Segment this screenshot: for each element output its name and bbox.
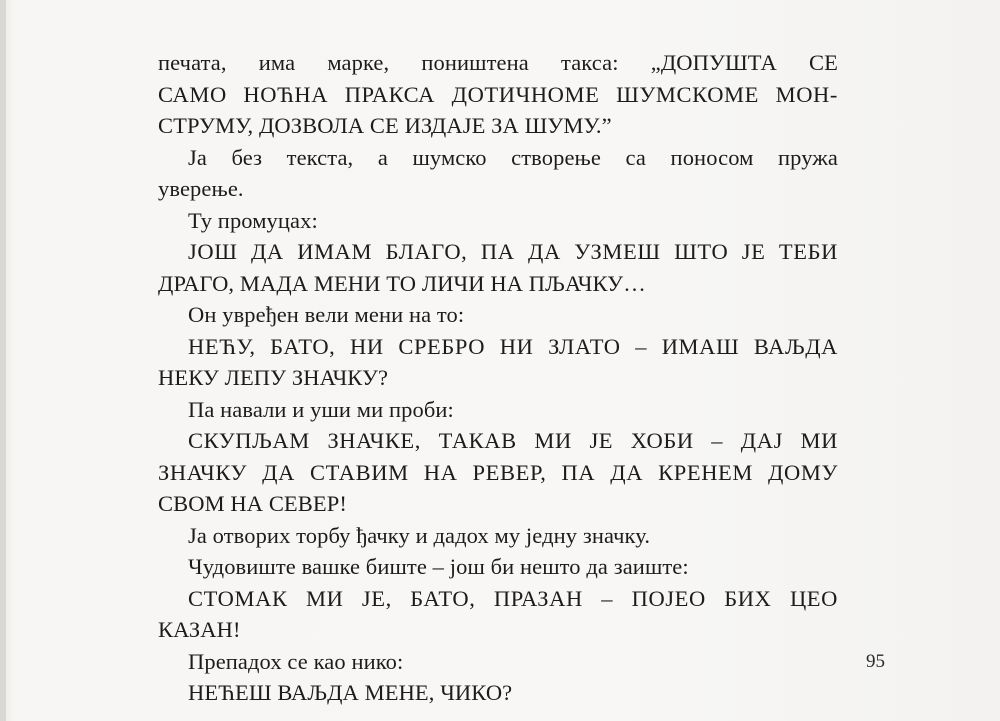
- text-line: ЗНАЧКУ ДА СТАВИМ НА РЕВЕР, ПА ДА КРЕНЕМ ДОМУ: [158, 459, 838, 485]
- text-line: Ја без текста, а шумско створење са поносом пружа: [188, 144, 838, 170]
- text-line: Он увређен вели мени на то:: [188, 302, 465, 327]
- text-line: Препадох се као нико:: [188, 648, 404, 674]
- text-line: уверење.: [158, 176, 244, 201]
- text-line: САМО НОЋНА ПРАКСА ДОТИЧНОМЕ ШУМСКОМЕ МОН-: [158, 81, 838, 107]
- text-line: НЕЋЕШ ВАЉДА МЕНЕ, ЧИКО?: [188, 680, 513, 705]
- page-spine-edge: [0, 0, 6, 721]
- text-line: СВОМ НА СЕВЕР!: [158, 491, 347, 516]
- body-text: [158, 47, 838, 709]
- text-line: СТРУМУ, ДОЗВОЛА СЕ ИЗДАЈЕ ЗА ШУМУ.”: [158, 113, 612, 138]
- text-line: НЕЋУ, БАТО, НИ СРЕБРО НИ ЗЛАТО – ИМАШ ВАЉДА: [188, 333, 838, 359]
- text-line: Ту промуцах:: [188, 207, 318, 233]
- text-line: КАЗАН!: [158, 617, 241, 642]
- text-line: печата, има марке, поништена такса: „ДОПУШТА СЕ: [158, 50, 838, 75]
- text-line: Ја отворих торбу ђачку и дадох му једну значку.: [188, 522, 651, 548]
- text-line: Па навали и уши ми проби:: [188, 396, 454, 422]
- text-line: Чудовиште вашке биште – још би нешто да заиште:: [188, 554, 689, 579]
- text-line: ДРАГО, МАДА МЕНИ ТО ЛИЧИ НА ПЉАЧКУ…: [158, 270, 646, 296]
- page-number: 95: [866, 651, 885, 672]
- text-line: СКУПЉАМ ЗНАЧКЕ, ТАКАВ МИ ЈЕ ХОБИ – ДАЈ МИ: [188, 428, 838, 453]
- text-line: ЈОШ ДА ИМАМ БЛАГО, ПА ДА УЗМЕШ ШТО ЈЕ ТЕБИ: [188, 239, 838, 264]
- text-line: НЕКУ ЛЕПУ ЗНАЧКУ?: [158, 365, 389, 390]
- text-line: СТОМАК МИ ЈЕ, БАТО, ПРАЗАН – ПОЈЕО БИХ ЦЕО: [188, 585, 838, 611]
